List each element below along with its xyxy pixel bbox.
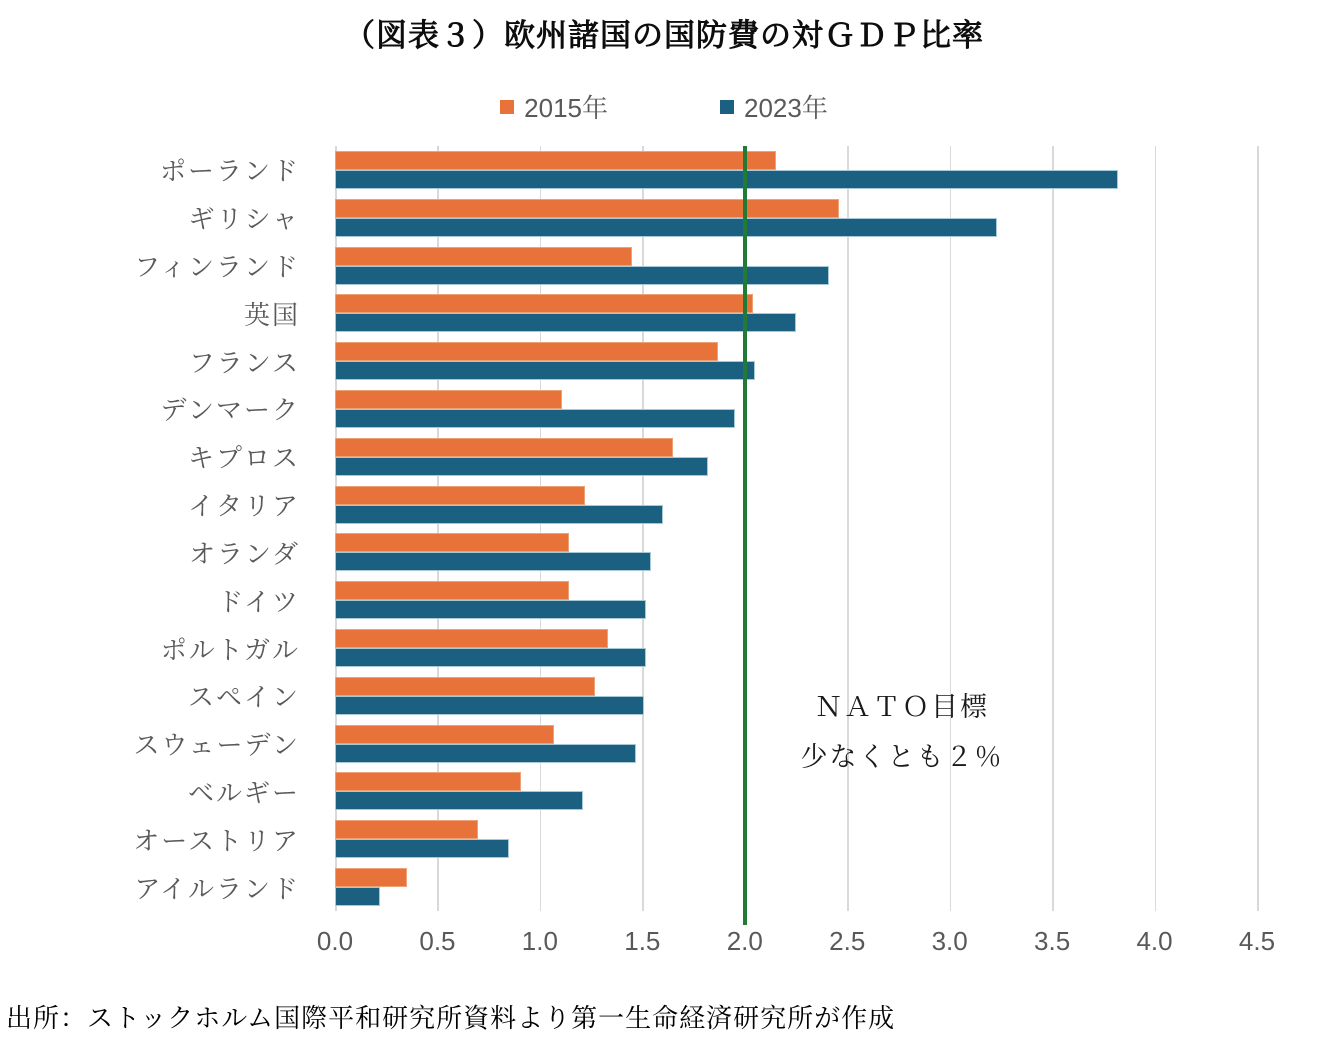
category-label: フィンランド: [134, 252, 300, 283]
bar-2015: [335, 199, 839, 218]
bar-group: [335, 672, 1257, 720]
gridline-4.5: [1257, 146, 1259, 911]
bar-2015: [335, 438, 673, 457]
bar-group: [335, 815, 1257, 863]
bar-group: [335, 624, 1257, 672]
bar-2023: [335, 409, 735, 428]
category-label: ベルギー: [187, 777, 300, 808]
chart-title: （図表３）欧州諸国の国防費の対ＧＤＰ比率: [344, 18, 984, 53]
x-tick-label: 2.5: [829, 926, 866, 956]
bar-2023: [335, 839, 509, 858]
legend-label-2015: 2015年: [524, 93, 608, 123]
bar-group: [335, 242, 1257, 290]
bar-2015: [335, 486, 585, 505]
category-label: アイルランド: [134, 873, 300, 904]
category-label: スペイン: [187, 682, 300, 713]
category-label: ポーランド: [159, 156, 300, 187]
bar-group: [335, 337, 1257, 385]
bar-2023: [335, 648, 646, 667]
bar-2023: [335, 696, 644, 715]
nato-target-reference-line: [743, 146, 747, 925]
bar-2015: [335, 725, 554, 744]
bar-group: [335, 863, 1257, 911]
bar-group: [335, 385, 1257, 433]
bar-group: [335, 768, 1257, 816]
bar-2023: [335, 505, 663, 524]
category-label: スウェーデン: [133, 730, 300, 761]
x-tick-label: 3.5: [1034, 926, 1071, 956]
bar-2023: [335, 600, 646, 619]
bar-2023: [335, 552, 651, 571]
bar-group: [335, 720, 1257, 768]
bar-2023: [335, 457, 708, 476]
x-tick-label: 4.5: [1238, 926, 1276, 956]
bar-2023: [335, 791, 583, 810]
nato-target-line2: 少なくとも２％: [800, 742, 1004, 772]
category-label: キプロス: [187, 443, 300, 474]
x-tick-label: 0.5: [419, 926, 456, 956]
legend: [0, 88, 1328, 125]
category-label: オランダ: [189, 538, 300, 569]
x-axis-ticks: [316, 926, 1276, 960]
x-tick-label: 3.0: [931, 926, 968, 956]
category-axis: [0, 146, 300, 911]
nato-target-line1: ＮＡＴＯ目標: [815, 692, 990, 722]
x-tick-label: 1.0: [521, 926, 558, 956]
bar-2015: [335, 342, 718, 361]
category-label: デンマーク: [160, 395, 300, 426]
bar-2023: [335, 744, 636, 763]
nato-target-annotation: [801, 682, 1004, 782]
bar-2015: [335, 390, 562, 409]
bar-2023: [335, 170, 1118, 189]
bar-2015: [335, 581, 569, 600]
bar-group: [335, 194, 1257, 242]
source-note: 出所：ストックホルム国際平和研究所資料より第一生命経済研究所が作成: [6, 1003, 896, 1033]
plot-area: [335, 146, 1257, 911]
bar-2015: [335, 820, 478, 839]
bar-group: [335, 146, 1257, 194]
bar-group: [335, 481, 1257, 529]
bar-2023: [335, 361, 755, 380]
bar-group: [335, 576, 1257, 624]
bar-2015: [335, 533, 569, 552]
category-label: 英国: [243, 299, 300, 330]
legend-item-2015: [500, 88, 608, 125]
category-label: フランス: [188, 347, 300, 378]
bar-group: [335, 433, 1257, 481]
bar-2023: [335, 313, 796, 332]
bar-2023: [335, 887, 380, 906]
bar-group: [335, 529, 1257, 577]
legend-item-2023: [720, 88, 828, 125]
bar-2015: [335, 247, 632, 266]
legend-marker-2023-swatch: [720, 100, 734, 114]
bar-2015: [335, 772, 521, 791]
legend-label-2023: 2023年: [744, 93, 828, 123]
x-tick-label: 0.0: [316, 926, 354, 956]
category-label: イタリア: [187, 491, 300, 522]
legend-marker-2015-swatch: [500, 100, 514, 114]
bar-2023: [335, 218, 997, 237]
x-tick-label: 1.5: [624, 926, 661, 956]
bar-group: [335, 289, 1257, 337]
bar-2015: [335, 151, 776, 170]
category-label: ドイツ: [217, 586, 300, 617]
bar-2023: [335, 266, 829, 285]
bar-2015: [335, 629, 608, 648]
category-label: ポルトガル: [160, 634, 300, 665]
bar-2015: [335, 294, 753, 313]
category-label: オーストリア: [133, 825, 300, 856]
x-tick-label: 4.0: [1136, 926, 1173, 956]
bar-2015: [335, 677, 595, 696]
x-tick-label: 2.0: [726, 926, 763, 956]
category-label: ギリシャ: [188, 204, 300, 235]
bar-2015: [335, 868, 407, 887]
